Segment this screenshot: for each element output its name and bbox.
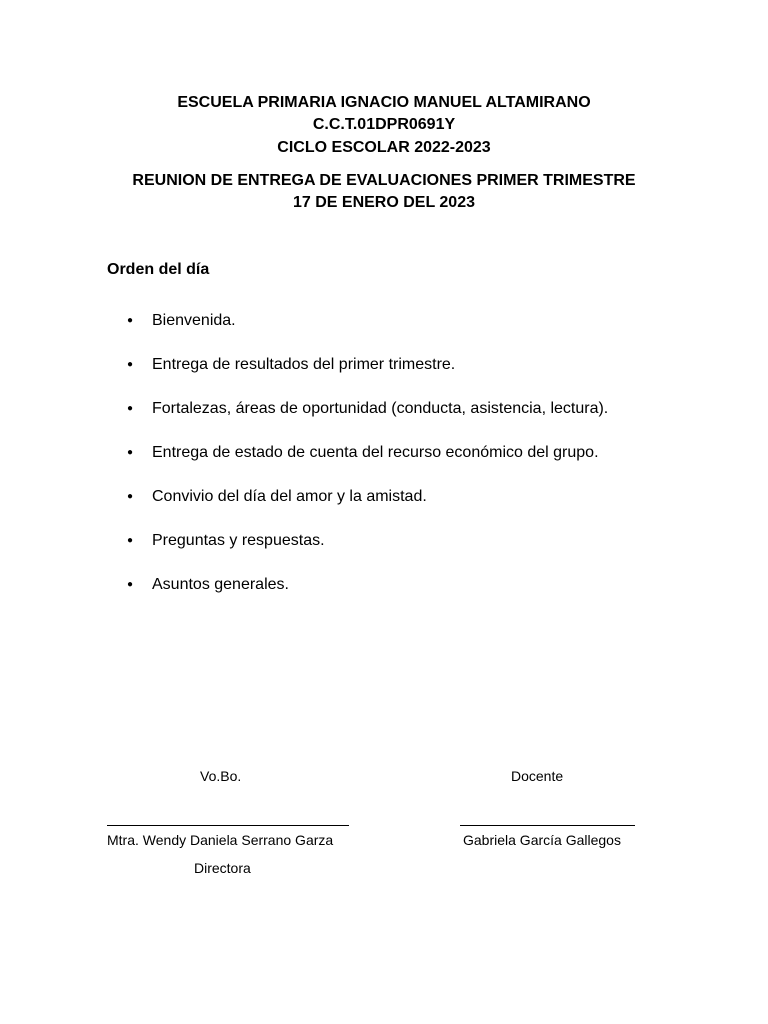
agenda-item-text: Entrega de estado de cuenta del recurso económico del grupo. <box>152 444 599 461</box>
bullet-icon: ● <box>127 579 134 590</box>
agenda-item <box>126 399 608 443</box>
bullet-icon: ● <box>127 403 134 414</box>
agenda-item <box>126 355 608 399</box>
agenda-list <box>126 311 608 619</box>
agenda-item-text: Convivio del día del amor y la amistad. <box>152 488 427 505</box>
signature-line-left <box>107 815 349 826</box>
meeting-date: 17 DE ENERO DEL 2023 <box>292 194 475 211</box>
agenda-item <box>126 311 608 355</box>
meeting-title: REUNION DE ENTREGA DE EVALUACIONES PRIMER TRIMESTRE <box>132 172 636 189</box>
bullet-icon: ● <box>127 491 134 502</box>
agenda-item-text: Bienvenida. <box>152 312 236 329</box>
agenda-item-text: Asuntos generales. <box>152 576 289 593</box>
bullet-icon: ● <box>127 315 134 326</box>
agenda-item-text: Preguntas y respuestas. <box>152 532 325 549</box>
agenda-item <box>126 487 608 531</box>
agenda-title: Orden del día <box>107 261 210 278</box>
school-cycle: CICLO ESCOLAR 2022-2023 <box>277 139 491 156</box>
teacher-name: Gabriela García Gallegos <box>463 832 621 848</box>
agenda-item <box>126 443 608 487</box>
director-role: Directora <box>194 860 251 876</box>
bullet-icon: ● <box>127 535 134 546</box>
signature-line-right <box>460 815 635 826</box>
agenda-item-text: Fortalezas, áreas de oportunidad (conducta, asistencia, lectura). <box>152 400 609 417</box>
agenda-item-text: Entrega de resultados del primer trimestre. <box>152 356 456 373</box>
director-name: Mtra. Wendy Daniela Serrano Garza <box>107 832 334 848</box>
agenda-item <box>126 575 608 619</box>
bullet-icon: ● <box>127 447 134 458</box>
vobo-label: Vo.Bo. <box>200 768 242 784</box>
docente-label: Docente <box>511 768 564 784</box>
bullet-icon: ● <box>127 359 134 370</box>
school-cct: C.C.T.01DPR0691Y <box>312 116 456 133</box>
school-name: ESCUELA PRIMARIA IGNACIO MANUEL ALTAMIRANO <box>177 94 591 111</box>
agenda-item <box>126 531 608 575</box>
